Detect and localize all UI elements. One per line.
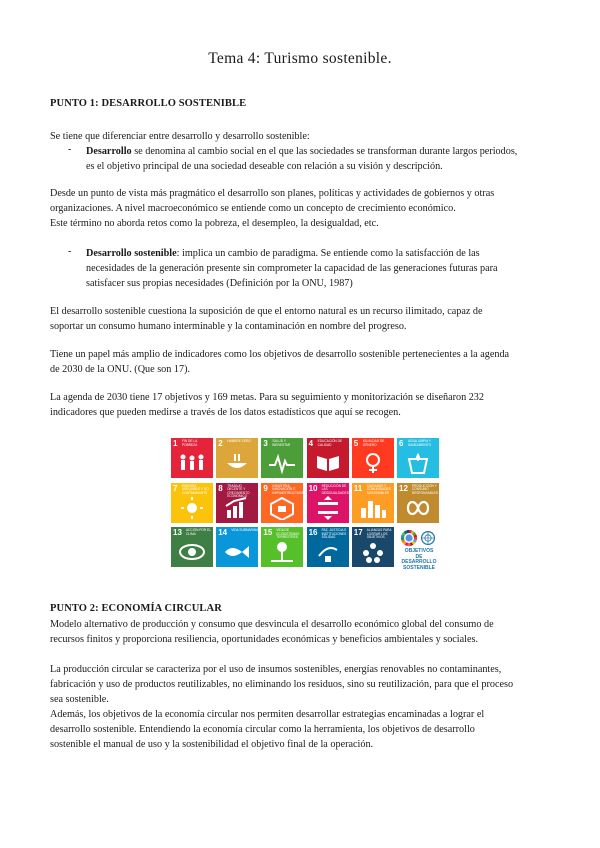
sdg-goal-15-icon (267, 540, 297, 564)
bullet1-line1 (86, 144, 556, 160)
sdg-goal-5-icon (358, 451, 388, 475)
sdg-goal-7-icon (177, 496, 207, 520)
bullet1-line2: es el objetivo principal de una sociedad deseable con relación a su visión y descripción. (86, 161, 443, 172)
sdg-label: PAZ, JUSTICIA E INSTITUCIONES SÓLIDAS (321, 528, 347, 540)
sdg-tile-7 (171, 483, 213, 523)
para3-line2: soportar un consumo humano interminable y la contaminación en nombre del progreso. (50, 321, 407, 332)
sdg-label: REDUCCIÓN DE LAS DESIGUALDADES (321, 483, 349, 495)
s2-p1-line2: recursos finitos y proporciona resiliencia, oportunidades económicas y beneficios ambientales y sociales. (50, 634, 479, 645)
sdg-number: 1 (173, 439, 178, 448)
sdg-logo-tile (397, 527, 439, 571)
sdg-tile-4 (307, 438, 349, 478)
sdg-tile-3 (261, 438, 303, 478)
sdg-goal-4-icon (313, 451, 343, 475)
para5-line2: indicadores que pueden medirse a través de los datos estadísticos que aquí se recogen. (50, 407, 401, 418)
sdg-label: TRABAJO DECENTE Y CRECIMIENTO ECONÓMICO (227, 483, 250, 499)
bullet1-term: Desarrollo (86, 146, 132, 157)
sdg-label: AGUA LIMPIA Y SANEAMIENTO (408, 439, 432, 447)
sdg-tile-13 (171, 527, 213, 567)
s2-p3-line2: desarrollo sostenible. Entendiendo la economía circular como la herramienta, los objetivos de desarrollo (50, 724, 475, 735)
bullet1-text: se denomina al cambio social en el que las sociedades se transforman durante largos periodos, (131, 146, 518, 157)
sdg-label: FIN DE LA POBREZA (182, 439, 198, 447)
para2-line1: Desde un punto de vista más pragmático el desarrollo son planes, políticas y actividades de gobiernos y otras (50, 188, 495, 199)
bullet2-term: Desarrollo sostenible (86, 248, 177, 259)
sdg-goal-13-icon (177, 540, 207, 564)
sdg-number: 17 (353, 528, 363, 537)
para5-line1: La agenda de 2030 tiene 17 objetivos y 169 metas. Para su seguimiento y monitorización se diseñaron 232 (50, 392, 484, 403)
sdg-label: HAMBRE CERO (227, 439, 251, 443)
para4-line2: de 2030 de la ONU. (Que son 17). (50, 364, 191, 375)
sdg-label: CIUDADES Y COMUNIDADES SOSTENIBLES (366, 483, 391, 495)
section1-heading: PUNTO 1: DESARROLLO SOSTENIBLE (50, 98, 247, 109)
sdg-tile-10 (307, 483, 349, 523)
sdg-tile-14 (216, 527, 258, 567)
bullet-dash-2: - (68, 246, 72, 257)
sdg-label: IGUALDAD DE GÉNERO (362, 439, 385, 447)
sdg-number: 16 (308, 528, 318, 537)
sdg-number: 15 (263, 528, 273, 537)
s2-p1-line1: Modelo alternativo de producción y consumo que desvincula el desarrollo económico global del consumo de (50, 619, 494, 630)
sdg-tile-11 (352, 483, 394, 523)
sdg-goal-2-icon (222, 451, 252, 475)
sdg-tile-2 (216, 438, 258, 478)
s2-p2-line2: fabricación y uso de productos reutilizables, no eliminando los residuos, sino su reutilización, para que el proceso (50, 679, 514, 690)
sdg-tile-12 (397, 483, 439, 523)
sdg-label: VIDA DE ECOSISTEMAS TERRESTRES (276, 528, 300, 540)
sdg-logo-line: SOSTENIBLE (403, 564, 435, 571)
sdg-goal-9-icon (267, 496, 297, 520)
sdg-number: 2 (218, 439, 223, 448)
sdg-number: 11 (353, 483, 363, 493)
sdg-label: PRODUCCIÓN Y CONSUMO RESPONSABLES (412, 483, 438, 495)
un-emblem-icon (420, 530, 436, 546)
sdg-number: 8 (218, 483, 223, 493)
sdg-label: VIDA SUBMARINA (231, 528, 259, 532)
sdg-number: 3 (263, 439, 268, 448)
sdg-tile-6 (397, 438, 439, 478)
sdg-goal-8-icon (222, 496, 252, 520)
sdg-wheel-icon (400, 529, 418, 547)
sdg-label: SALUD Y BIENESTAR (272, 439, 291, 447)
sdg-number: 14 (218, 528, 228, 537)
page-title: Tema 4: Turismo sostenible. (208, 50, 392, 67)
sdg-label: ALIANZAS PARA LOGRAR LOS OBJETIVOS (366, 528, 392, 540)
sdg-tile-8 (216, 483, 258, 523)
sdg-goal-14-icon (222, 540, 252, 564)
sdg-label: EDUCACIÓN DE CALIDAD (317, 439, 343, 447)
sdg-number: 9 (263, 483, 268, 493)
s2-p2-line1: La producción circular se caracteriza por el uso de insumos sostenibles, energías renovables no contaminantes, (50, 664, 502, 675)
sdg-number: 12 (399, 483, 408, 493)
bullet2-text: : implica un cambio de paradigma. Se entiende como la satisfacción de las (176, 248, 480, 259)
sdg-goal-1-icon (177, 451, 207, 475)
sdg-goal-10-icon (313, 496, 343, 520)
sdg-goal-16-icon (313, 540, 343, 564)
bullet-dash-1: - (68, 144, 72, 155)
s2-p3-line1: Además, los objetivos de la economía circular nos permiten desarrollar estrategias encaminadas a lograr el (50, 709, 485, 720)
sdg-tile-5 (352, 438, 394, 478)
para3-line1: El desarrollo sostenible cuestiona la suposición de que el entorno natural es un recurso ilimitado, capaz de (50, 306, 483, 317)
sdg-label: INDUSTRIA, INNOVACIÓN E INFRAESTRUCTURA (272, 483, 304, 495)
sdg-logo-line: DE DESARROLLO (401, 553, 437, 565)
sdg-tile-15 (261, 527, 303, 567)
sdg-number: 6 (399, 439, 404, 448)
sdg-number: 10 (308, 483, 318, 493)
sdg-number: 7 (173, 483, 178, 493)
sdg-tile-1 (171, 438, 213, 478)
sdg-tile-17 (352, 527, 394, 567)
sdg-label: ENERGÍA ASEQUIBLE Y NO CONTAMINANTE (182, 483, 209, 495)
sdg-number: 4 (308, 439, 314, 448)
s2-p2-line3: sea sostenible. (50, 694, 109, 705)
sdg-goal-11-icon (358, 496, 388, 520)
section2-heading: PUNTO 2: ECONOMÍA CIRCULAR (50, 603, 222, 614)
s2-p3-line3: sostenible el manual de uso y la sostenibilidad el objetivo final de la operación. (50, 739, 374, 750)
sdg-logo-line: OBJETIVOS (404, 548, 434, 554)
sdg-number: 5 (353, 439, 359, 448)
sdg-goal-12-icon (403, 496, 433, 520)
sdg-goals-grid (171, 438, 439, 571)
para2-line2: organizaciones. A nivel macroeconómico se entiende como un concepto de crecimiento económico. (50, 203, 456, 214)
bullet2-line3: satisfacer sus propias necesidades (Definición por la ONU, 1987) (86, 278, 353, 289)
sdg-label: ACCIÓN POR EL CLIMA (186, 528, 211, 536)
para2-line3: Este término no aborda retos como la pobreza, el desempleo, la desigualdad, etc. (50, 218, 379, 229)
sdg-goal-3-icon (267, 451, 297, 475)
sdg-goal-6-icon (403, 451, 433, 475)
para4-line1: Tiene un papel más amplio de indicadores como los objetivos de desarrollo sostenible pertenecientes a la agenda (50, 349, 510, 360)
sdg-number: 13 (173, 528, 182, 537)
sdg-goal-17-icon (358, 540, 388, 564)
bullet2-line2: necesidades de la generación presente sin comprometer la capacidad de las generaciones futuras para (86, 263, 498, 274)
sdg-tile-9 (261, 483, 303, 523)
sdg-tile-16 (307, 527, 349, 567)
intro-text: Se tiene que diferenciar entre desarrollo y desarrollo sostenible: (50, 131, 310, 142)
bullet2-line1 (86, 246, 556, 262)
sdg-logo-text (399, 549, 439, 571)
